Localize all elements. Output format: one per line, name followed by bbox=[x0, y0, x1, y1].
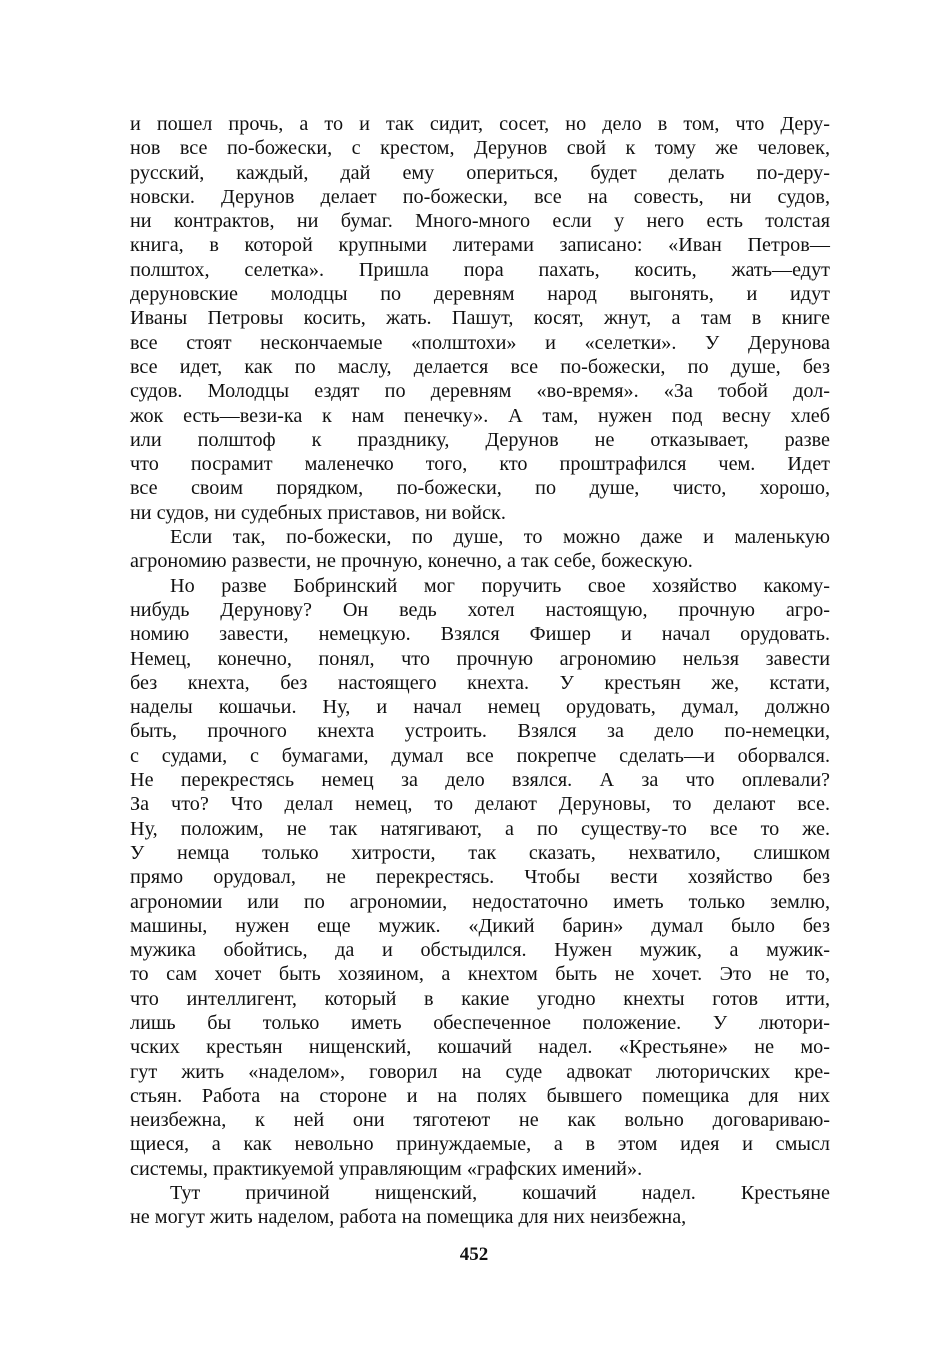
text-line: Но разве Бобринский мог поручить свое хозяйство какому- bbox=[170, 574, 830, 597]
text-line: неизбежна, к ней они тяготеют не как вольно договариваю- bbox=[130, 1109, 830, 1132]
text-line: нибудь Дерунову? Он ведь хотел настоящую, прочную агро- bbox=[130, 598, 830, 621]
text-line: что посрамит маленечко того, кто проштрафился чем. Идет bbox=[130, 453, 830, 476]
text-line: щиеся, а как невольно принуждаемые, а в этом идея и смысл bbox=[130, 1133, 830, 1156]
text-line: мужика обойтись, да и обстыдился. Нужен мужик, а мужик- bbox=[130, 939, 830, 962]
text-line: Немец, конечно, понял, что прочную агрономию нельзя завести bbox=[130, 647, 830, 670]
text-line: русский, каждый, дай ему опериться, будет делать по-деру- bbox=[130, 161, 830, 184]
text-line: номию завести, немецкую. Взялся Фишер и начал орудовать. bbox=[130, 623, 830, 646]
text-line: все своим порядком, по-божески, по душе, чисто, хорошо, bbox=[130, 477, 830, 500]
text-line: жок есть—вези-ка к нам пенечку». А там, нужен под весну хлеб bbox=[130, 404, 830, 427]
text-line: агрономию развести, не прочную, конечно, а так себе, божескую. bbox=[130, 550, 693, 573]
text-line: ни судов, ни судебных приставов, ни войск. bbox=[130, 501, 506, 524]
text-line: агрономии или по агрономии, недостаточно иметь только землю, bbox=[130, 890, 830, 913]
text-line: все идет, как по маслу, делается все по-божески, по душе, без bbox=[130, 355, 830, 378]
text-line: За что? Что делал немец, то делают Деруновы, то делают все. bbox=[130, 793, 830, 816]
text-line: деруновские молодцы по деревням народ выгонять, и идут bbox=[130, 283, 830, 306]
text-line: стьян. Работа на стороне и на полях бывшего помещика для них bbox=[130, 1084, 830, 1107]
text-line: наделы кошачьи. Ну, и начал немец орудовать, думал, должно bbox=[130, 696, 830, 719]
text-line: Иваны Петровы косить, жать. Пашут, косят, жнут, а там в книге bbox=[130, 307, 830, 330]
text-line: книга, в которой крупными литерами записано: «Иван Петров— bbox=[130, 234, 830, 257]
text-line: с судами, с бумагами, думал все покрепче сделать—и оборвался. bbox=[130, 744, 830, 767]
text-line: гут жить «наделом», говорил на суде адвокат люторичских кре- bbox=[130, 1060, 830, 1083]
paragraph-1 bbox=[130, 112, 830, 525]
text-line: ни контрактов, ни бумаг. Много-много если у него есть толстая bbox=[130, 210, 830, 233]
text-line: системы, практикуемой управляющим «графских имений». bbox=[130, 1157, 643, 1180]
text-line: быть, прочного кнехта устроить. Взялся за дело по-немецки, bbox=[130, 720, 830, 743]
paragraph-4 bbox=[130, 1181, 830, 1230]
text-line: полштох, селетка». Пришла пора пахать, косить, жать—едут bbox=[130, 258, 830, 281]
book-page bbox=[130, 112, 830, 1242]
paragraph-3 bbox=[130, 574, 830, 1181]
text-line: или полштоф к празднику, Дерунов не отказывает, разве bbox=[130, 428, 830, 451]
text-line: Ну, положим, не так натягивают, а по существу-то все то же. bbox=[130, 817, 830, 840]
text-line: нов все по-божески, с крестом, Дерунов свой к тому же человек, bbox=[130, 137, 830, 160]
text-line: не могут жить наделом, работа на помещика для них неизбежна, bbox=[130, 1206, 687, 1229]
text-line: Если так, по-божески, по душе, то можно даже и маленькую bbox=[170, 526, 830, 549]
text-line: У немца только хитрости, так сказать, нехватило, слишком bbox=[130, 841, 830, 864]
text-line: судов. Молодцы ездят по деревням «во-время». «За тобой дол- bbox=[130, 380, 830, 403]
text-line: все стоят нескончаемые «полштохи» и «селетки». У Дерунова bbox=[130, 331, 830, 354]
text-line: и пошел прочь, а то и так сидит, сосет, но дело в том, что Деру- bbox=[130, 113, 830, 135]
text-line: то сам хочет быть хозяином, а кнехтом быть не хочет. Это не то, bbox=[130, 963, 830, 986]
text-line: машины, нужен еще мужик. «Дикий барин» думал было без bbox=[130, 914, 830, 937]
text-line: лишь бы только иметь обеспеченное положение. У лютори- bbox=[130, 1011, 830, 1034]
text-line: без кнехта, без настоящего кнехта. У крестьян же, кстати, bbox=[130, 671, 830, 694]
text-line: новски. Дерунов делает по-божески, все на совесть, ни судов, bbox=[130, 185, 830, 208]
text-line: Не перекрестясь немец за дело взялся. А за что оплевали? bbox=[130, 769, 830, 792]
text-line: Тут причиной нищенский, кошачий надел. Крестьяне bbox=[170, 1182, 830, 1205]
page-number: 452 bbox=[459, 1244, 489, 1265]
text-line: чских крестьян нищенский, кошачий надел. «Крестьяне» не мо- bbox=[130, 1036, 830, 1059]
text-line: что интеллигент, который в какие угодно кнехты готов итти, bbox=[130, 987, 830, 1010]
text-line: прямо орудовал, не перекрестясь. Чтобы вести хозяйство без bbox=[130, 866, 830, 889]
paragraph-2 bbox=[130, 525, 830, 574]
